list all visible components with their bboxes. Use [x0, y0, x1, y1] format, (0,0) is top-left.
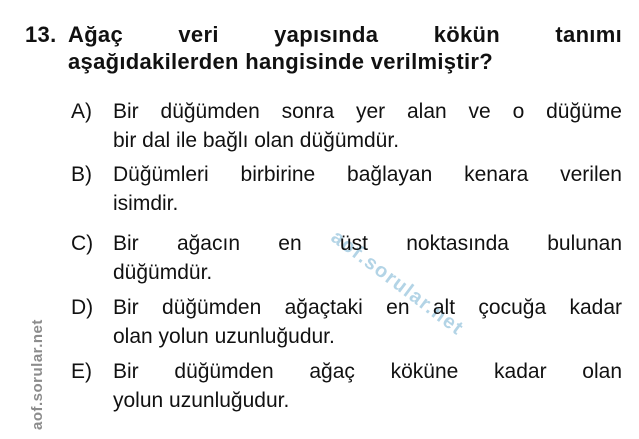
- option-row-e: [71, 357, 622, 415]
- option-row-a: [71, 97, 622, 155]
- option-line: Bir düğümden ağaçtaki en alt çocuğa kadar: [113, 296, 622, 319]
- option-row-c: [71, 229, 622, 287]
- option-line: Bir düğümden ağaç köküne kadar olan: [113, 360, 622, 383]
- option-text: [113, 357, 622, 415]
- option-text: [113, 229, 622, 287]
- question-number: 13.: [25, 22, 57, 47]
- option-line: isimdir.: [113, 192, 179, 215]
- option-text: [113, 160, 622, 218]
- option-text: [113, 293, 622, 351]
- option-line: Bir düğümden sonra yer alan ve o düğüme: [113, 100, 622, 123]
- option-line: yolun uzunluğudur.: [113, 389, 290, 412]
- option-row-b: [71, 160, 622, 218]
- question-text: [68, 21, 622, 75]
- option-row-d: [71, 293, 622, 351]
- watermark-diagonal: aof.sorular.net: [326, 226, 469, 341]
- option-letter: B): [71, 163, 92, 186]
- option-text: [113, 97, 622, 155]
- watermark-side: aof.sorular.net: [29, 319, 46, 430]
- question-line: Ağaç veri yapısında kökün tanımı: [68, 22, 622, 47]
- option-line: düğümdür.: [113, 261, 213, 284]
- option-line: Düğümleri birbirine bağlayan kenara verilen: [113, 163, 622, 186]
- option-line: bir dal ile bağlı olan düğümdür.: [113, 129, 400, 152]
- option-letter: E): [71, 360, 92, 383]
- option-letter: C): [71, 232, 94, 255]
- question-line: aşağıdakilerden hangisinde verilmiştir?: [68, 49, 493, 74]
- option-line: Bir ağacın en üst noktasında bulunan: [113, 232, 622, 255]
- option-line: olan yolun uzunluğudur.: [113, 325, 335, 348]
- option-letter: A): [71, 100, 92, 123]
- option-letter: D): [71, 296, 94, 319]
